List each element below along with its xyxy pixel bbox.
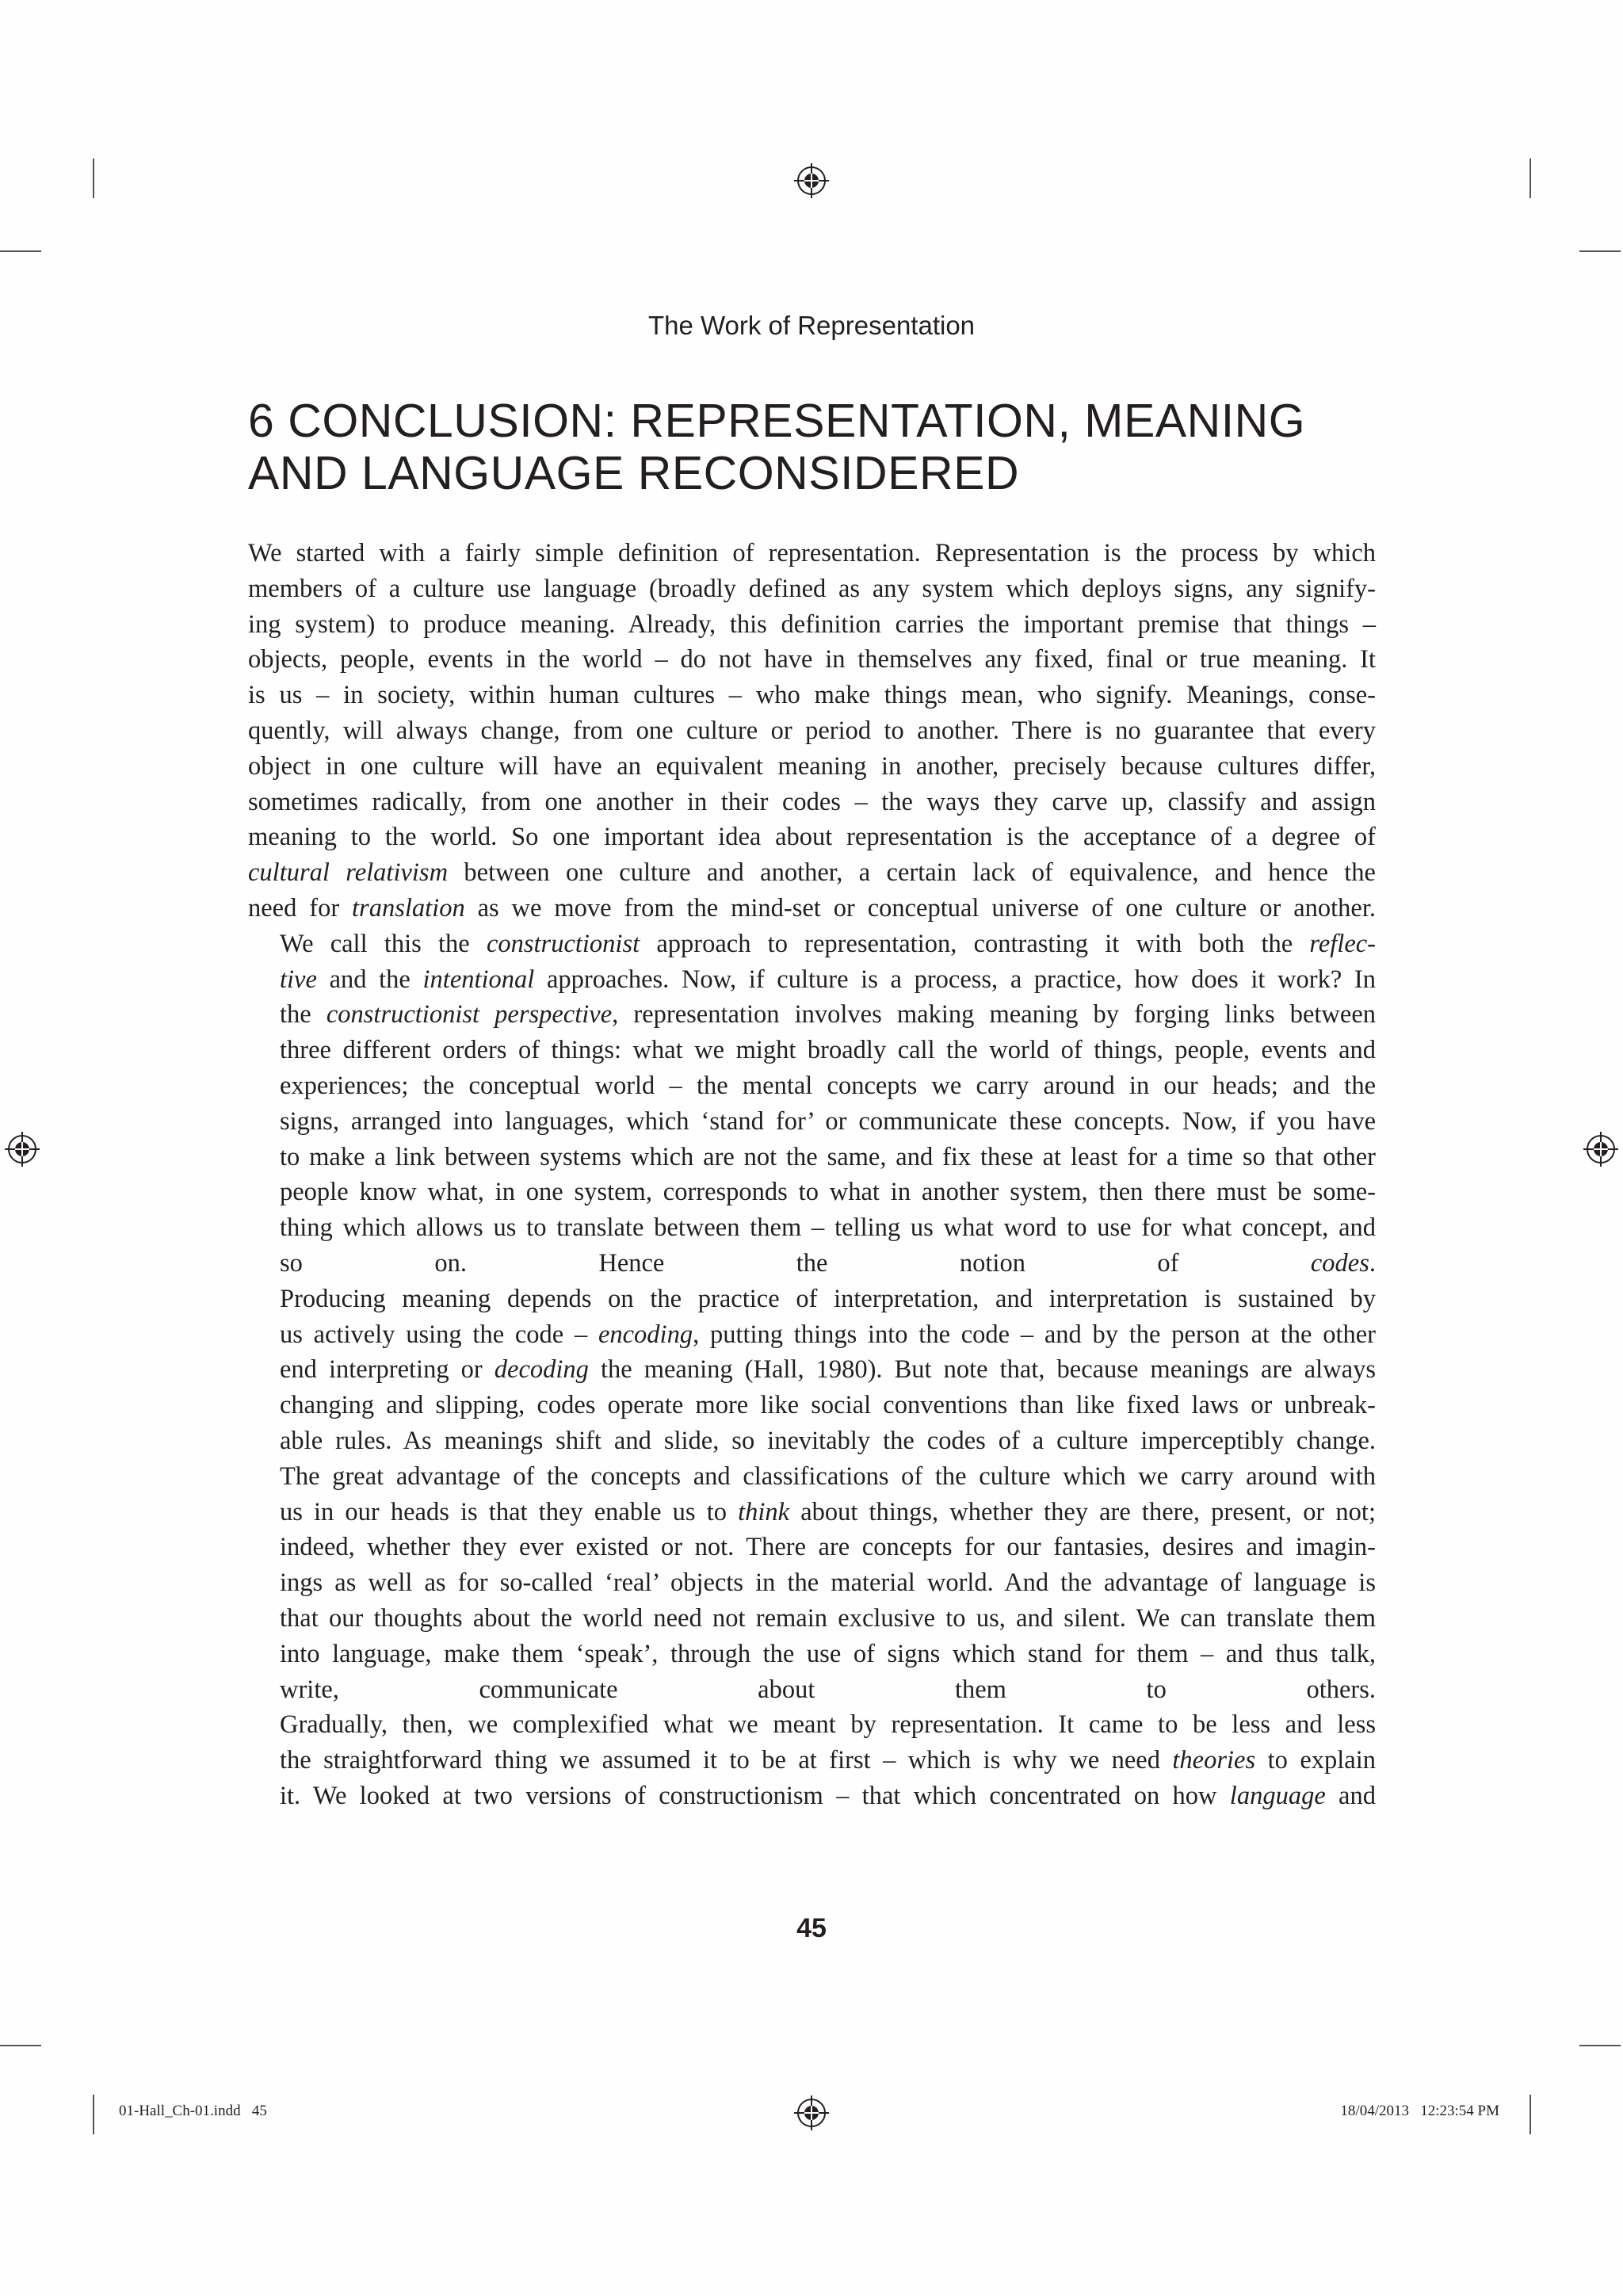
- chapter-title: 6 CONCLUSION: REPRESENTATION, MEANING AND LANGUAGE RECONSIDERED: [248, 395, 1306, 499]
- text-line: signs, arranged into languages, which ‘stand for’ or communicate these concepts. Now, if you have: [280, 1106, 1376, 1136]
- text-line: ing system) to produce meaning. Already, this definition carries the important premise that things –: [248, 609, 1376, 639]
- text-line: that our thoughts about the world need not remain exclusive to us, and silent. We can translate them: [280, 1603, 1376, 1633]
- text-line: the constructionist perspective, representation involves making meaning by forging links between: [280, 1000, 1376, 1030]
- crop-mark-top-right: [1529, 159, 1531, 198]
- text-line: people know what, in one system, corresponds to what in another system, then there must be some-: [280, 1178, 1376, 1207]
- running-head: The Work of Representation: [647, 311, 976, 340]
- text-line: into language, make them ‘speak’, through the use of signs which stand for them – and thus talk,: [280, 1639, 1376, 1668]
- text-line: three different orders of things: what we might broadly call the world of things, people, events and: [280, 1036, 1376, 1065]
- text-line: sometimes radically, from one another in their codes – the ways they carve up, classify and assign: [248, 787, 1376, 816]
- crop-mark-bottom-left: [93, 2095, 94, 2134]
- slug-file-info: 01-Hall_Ch-01.indd 45: [119, 2103, 267, 2119]
- registration-mark-bottom-icon: [794, 2095, 829, 2130]
- text-line: need for translation as we move from the mind-set or conceptual universe of one culture or another.: [248, 893, 1376, 923]
- crop-mark-bottom-right: [1529, 2095, 1531, 2134]
- crop-mark-top-left: [93, 159, 94, 198]
- text-line: tive and the intentional approaches. Now, if culture is a process, a practice, how does it work? In: [280, 965, 1376, 994]
- text-line: quently, will always change, from one culture or period to another. There is no guarantee that every: [248, 716, 1376, 745]
- crop-mark-right-top: [1579, 250, 1621, 252]
- text-line: ings as well as for so-called ‘real’ objects in the material world. And the advantage of language is: [280, 1568, 1376, 1598]
- text-line: changing and slipping, codes operate more like social conventions than like fixed laws or unbreak-: [280, 1391, 1376, 1420]
- text-line: We call this the constructionist approach to representation, contrasting it with both the reflec-: [280, 929, 1376, 958]
- text-line: objects, people, events in the world – do not have in themselves any fixed, final or true meaning. It: [248, 645, 1376, 674]
- text-line: cultural relativism between one culture and another, a certain lack of equivalence, and hence the: [248, 858, 1376, 888]
- text-line: object in one culture will have an equivalent meaning in another, precisely because cultures differ,: [248, 751, 1376, 781]
- registration-mark-left-icon: [5, 1132, 40, 1167]
- paragraph-4: [248, 1707, 1376, 1813]
- paragraph-3: [248, 1282, 1376, 1708]
- text-line: us actively using the code – encoding, putting things into the code – and by the person at the other: [280, 1320, 1376, 1349]
- crop-mark-left-top: [0, 250, 41, 252]
- text-line: is us – in society, within human cultures – who make things mean, who signify. Meanings, conse-: [248, 681, 1376, 710]
- text-line: meaning to the world. So one important idea about representation is the acceptance of a degree of: [248, 823, 1376, 852]
- text-line: so on. Hence the notion of codes.: [280, 1248, 1376, 1278]
- text-line: Producing meaning depends on the practice of interpretation, and interpretation is sustained by: [280, 1284, 1376, 1313]
- crop-mark-right-bottom: [1579, 2045, 1621, 2046]
- slug-timestamp: 18/04/2013 12:23:54 PM: [1340, 2103, 1499, 2119]
- body-text: [248, 536, 1376, 1814]
- crop-mark-left-bottom: [0, 2045, 41, 2046]
- page-number: 45: [796, 1913, 827, 1943]
- text-line: We started with a fairly simple definition of representation. Representation is the process by which: [248, 539, 1376, 567]
- text-line: able rules. As meanings shift and slide, so inevitably the codes of a culture imperceptibly change.: [280, 1426, 1376, 1455]
- paragraph-2: [248, 926, 1376, 1282]
- text-line: The great advantage of the concepts and classifications of the culture which we carry around with: [280, 1461, 1376, 1491]
- text-line: to make a link between systems which are not the same, and fix these at least for a time so that other: [280, 1142, 1376, 1171]
- text-line: the straightforward thing we assumed it to be at first – which is why we need theories to explain: [280, 1746, 1376, 1775]
- text-line: end interpreting or decoding the meaning (Hall, 1980). But note that, because meanings are always: [280, 1355, 1376, 1385]
- text-line: members of a culture use language (broadly defined as any system which deploys signs, any signify-: [248, 574, 1376, 603]
- text-line: thing which allows us to translate between them – telling us what word to use for what concept, and: [280, 1213, 1376, 1243]
- text-line: Gradually, then, we complexified what we meant by representation. It came to be less and less: [280, 1710, 1376, 1740]
- paragraph-1: [248, 536, 1376, 926]
- text-line: it. We looked at two versions of constructionism – that which concentrated on how language and: [280, 1781, 1376, 1810]
- text-line: write, communicate about them to others.: [280, 1675, 1376, 1704]
- text-line: us in our heads is that they enable us to think about things, whether they are there, present, or not;: [280, 1497, 1376, 1526]
- text-line: experiences; the conceptual world – the mental concepts we carry around in our heads; and the: [280, 1071, 1376, 1100]
- registration-mark-right-icon: [1583, 1132, 1618, 1167]
- text-line: indeed, whether they ever existed or not. There are concepts for our fantasies, desires and imagin-: [280, 1533, 1376, 1562]
- registration-mark-top-icon: [794, 163, 829, 198]
